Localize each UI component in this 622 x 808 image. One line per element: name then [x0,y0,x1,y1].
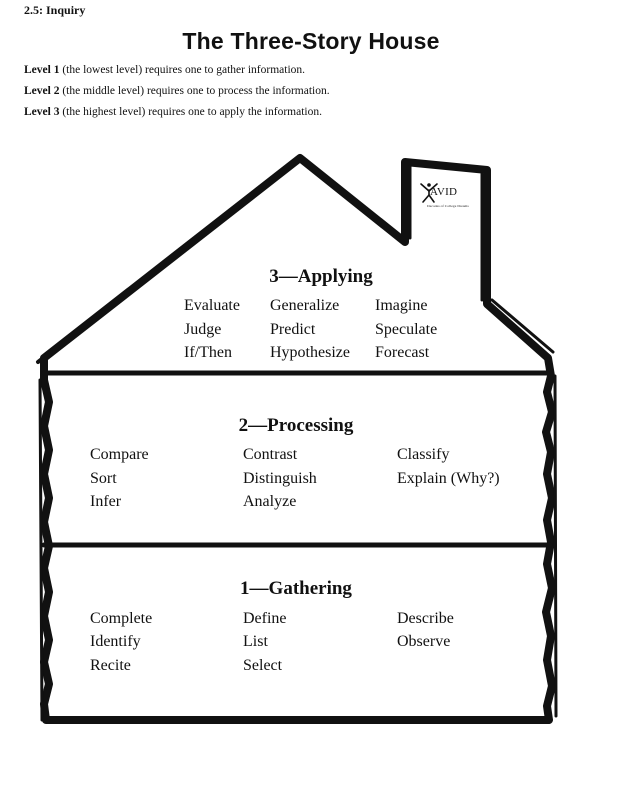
gathering-heading: 1—Gathering [240,578,352,599]
logo-subtext: Decades of College Dreams [427,204,469,208]
roof-left-rough [38,162,294,362]
applying-word: Generalize [270,297,340,314]
gathering-word: Select [243,657,283,674]
applying-word: Hypothesize [270,344,350,361]
applying-heading: 3—Applying [269,266,373,287]
applying-word: Predict [270,321,316,338]
logo-text: AVID [430,186,458,198]
section-tag: 2.5: Inquiry [24,3,86,17]
processing-word: Analyze [243,493,297,510]
gathering-word: Identify [90,633,141,650]
level-text: (the middle level) requires one to process the information. [59,85,330,97]
processing-word: Contrast [243,446,298,463]
gathering-word: Complete [90,610,153,627]
processing-word: Classify [397,446,450,463]
avid-logo [418,182,478,218]
applying-word: Forecast [375,344,430,361]
page-title: The Three-Story House [182,28,440,54]
processing-heading: 2—Processing [238,415,354,436]
level-label: Level 3 [24,106,60,118]
processing-word: Explain (Why?) [397,470,500,487]
gathering-word: Describe [397,610,454,627]
applying-word: Speculate [375,321,438,338]
level-text: (the highest level) requires one to apply the information. [59,106,322,118]
processing-word: Compare [90,446,149,463]
left-wall-rough [40,380,42,720]
level-label: Level 2 [24,85,60,97]
level-text: (the lowest level) requires one to gather information. [59,64,306,76]
applying-word: Evaluate [184,297,240,314]
applying-word: Judge [184,321,222,338]
processing-word: Sort [90,470,117,487]
applying-word: If/Then [184,344,232,361]
right-wall-rough [555,376,556,716]
gathering-word: Recite [90,657,131,674]
roof-right-rough [306,162,402,238]
gathering-word: Observe [397,633,451,650]
gathering-word: Define [243,610,287,627]
gathering-word: List [243,633,268,650]
applying-word: Imagine [375,297,428,314]
processing-word: Distinguish [243,470,317,487]
processing-word: Infer [90,493,122,510]
level-label: Level 1 [24,64,60,76]
